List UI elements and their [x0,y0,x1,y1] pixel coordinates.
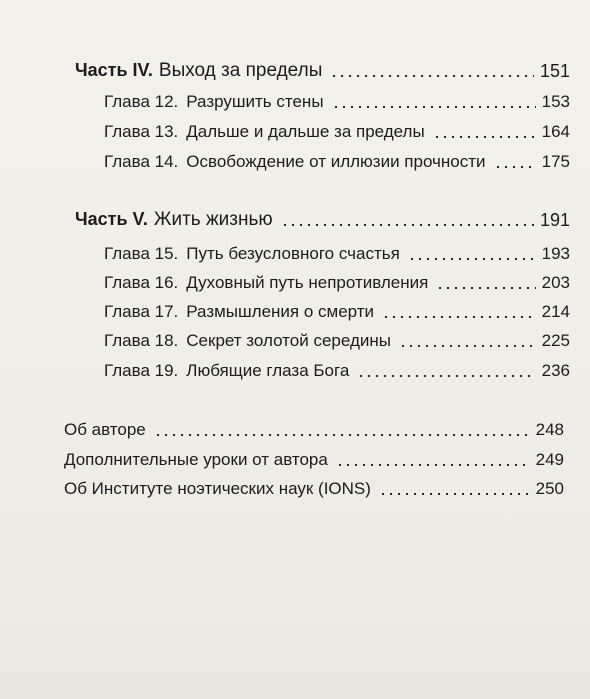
toc-part-4 [75,60,570,81]
chapter-label: Глава 13. [104,122,179,141]
toc-chapter-16 [104,273,570,293]
entry-title: Дополнительные уроки от автора [64,450,328,469]
chapter-title: Дальше и дальше за пределы [186,122,425,141]
chapter-label: Глава 18. [104,331,179,350]
chapter-label: Глава 14. [104,152,179,171]
page-number: 214 [541,302,570,321]
entry-title: Об Институте ноэтических наук (IONS) [64,479,371,498]
toc-chapter-12 [104,92,570,112]
dot-leader [399,345,536,347]
toc-chapter-15 [104,244,570,264]
part-label: Часть IV. [75,60,153,80]
toc-chapter-17 [104,302,570,322]
chapter-label: Глава 19. [104,361,179,380]
chapter-label: Глава 15. [104,244,179,263]
dot-leader [408,258,536,260]
chapter-title: Путь безусловного счастья [186,244,400,263]
chapter-title: Разрушить стены [186,92,324,111]
page-number: 193 [541,244,570,263]
dot-leader [330,75,534,77]
chapter-title: Освобождение от иллюзии прочности [186,152,486,171]
page-number: 175 [541,152,570,171]
toc-about-author [64,420,564,440]
page-number: 225 [541,331,570,350]
dot-leader [382,316,536,318]
toc-chapter-18 [104,331,570,351]
chapter-label: Глава 17. [104,302,179,321]
toc-about-ions [64,479,564,499]
dot-leader [494,166,536,168]
part-label: Часть V. [75,209,148,229]
dot-leader [281,224,534,226]
page-number: 164 [541,122,570,141]
toc-chapter-13 [104,122,570,142]
chapter-title: Любящие глаза Бога [186,361,350,380]
page-number: 250 [535,479,564,498]
part-title: Жить жизнью [153,209,273,230]
chapter-title: Секрет золотой середины [186,331,391,350]
toc-part-5 [75,209,570,230]
page-number: 249 [535,450,564,469]
dot-leader [433,136,536,138]
page-number: 191 [539,210,570,230]
dot-leader [336,464,530,466]
dot-leader [357,375,535,377]
entry-title: Об авторе [64,420,146,439]
chapter-title: Духовный путь непротивления [186,273,429,292]
chapter-label: Глава 12. [104,92,179,111]
dot-leader [436,287,535,289]
toc-chapter-19 [104,361,570,381]
dot-leader [332,106,536,108]
toc-chapter-14 [104,152,570,172]
page-number: 248 [535,420,564,439]
chapter-label: Глава 16. [104,273,179,292]
page-number: 236 [541,361,570,380]
part-title: Выход за пределы [158,60,323,81]
dot-leader [379,493,530,495]
toc-extra-lessons [64,450,564,470]
page-number: 203 [541,273,570,292]
chapter-title: Размышления о смерти [186,302,375,321]
page-number: 153 [541,92,570,111]
dot-leader [154,434,530,436]
page-number: 151 [539,61,570,81]
